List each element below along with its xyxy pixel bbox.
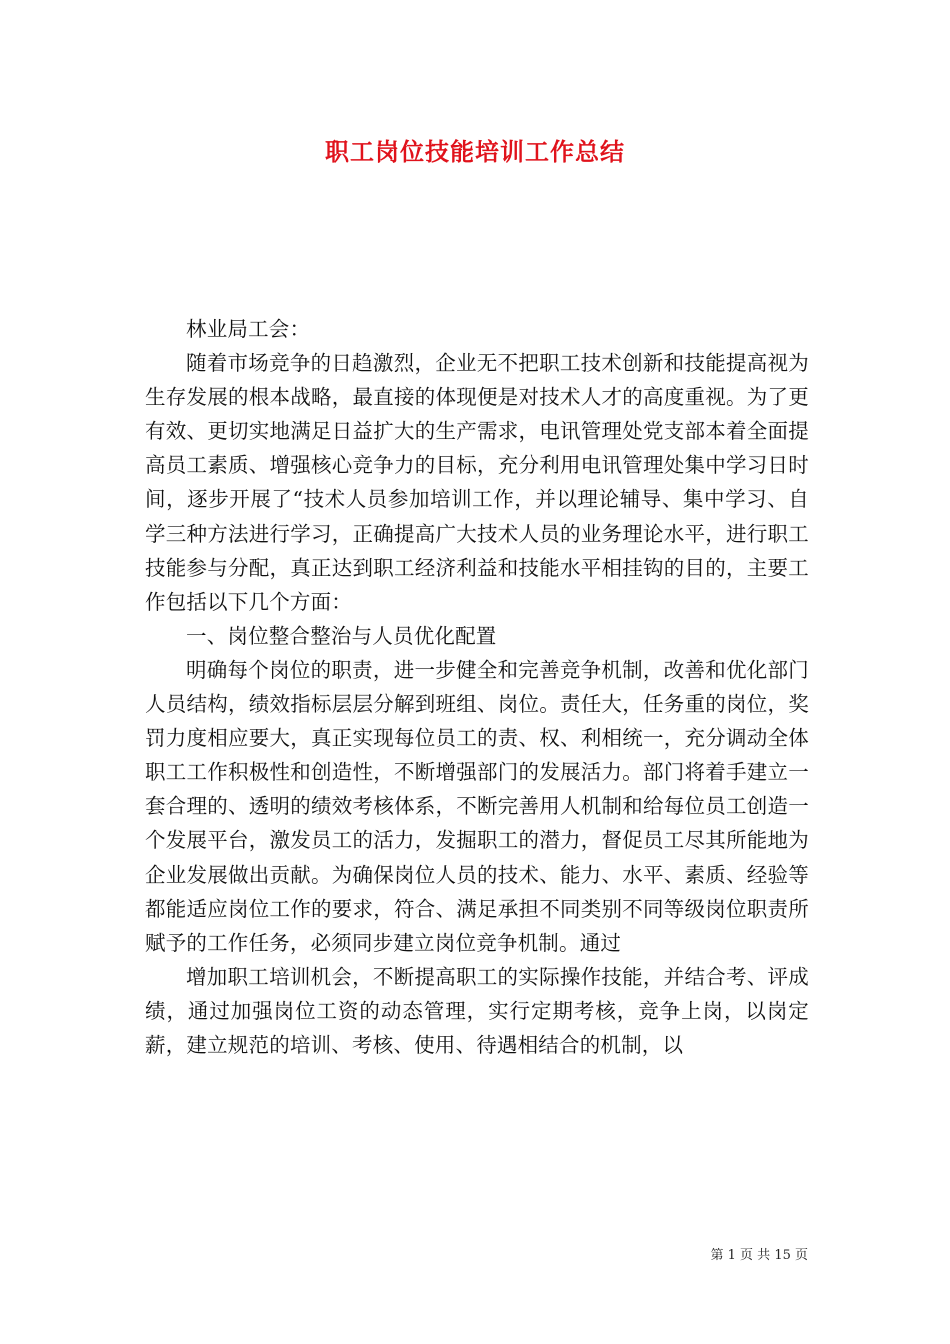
salutation: 林业局工会： — [186, 317, 311, 341]
paragraph-body: 增加职工培训机会，不断提高职工的实际操作技能，并结合考、评成绩，通过加强岗位工资的动态管理，实行定期考核，竞争上岗，以岗定薪，建立规范的培训、考核、使用、待遇相结合的机制，以 — [145, 964, 809, 1057]
paragraph-body: 明确每个岗位的职责，进一步健全和完善竞争机制，改善和优化部门人员结构，绩效指标层层分解到班组、岗位。责任大，任务重的岗位，奖罚力度相应要大，真正实现每位员工的责、权、利相统一，充分调动全体职工工作积极性和创造性，不断增强部门的发展活力。部门将着手建立一套合理的、透明的绩效考核体系，不断完善用人机制和给每位员工创造一个发展平台，激发员工的活力，发掘职工的潜力，督促员工尽其所能地为企业发展做出贡献。为确保岗位人员的技术、能力、水平、素质、经验等都能适应岗位工作的要求，符合、满足承担不同类别不同等级岗位职责所赋予的工作任务，必须同步建立岗位竞争机制。通过 — [145, 657, 809, 955]
page-number: 第 1 页 共 15 页 — [710, 1248, 808, 1263]
paragraph-intro: 随着市场竞争的日趋激烈，企业无不把职工技术创新和技能提高视为生存发展的根本战略，最直接的体现便是对技术人才的高度重视。为了更有效、更切实地满足日益扩大的生产需求，电讯管理处党支部本着全面提高员工素质、增强核心竞争力的目标，充分利用电讯管理处集中学习日时间，逐步开展了“技术人员参加培训工作，并以理论辅导、集中学习、自学三种方法进行学习，正确提高广大技术人员的业务理论水平，进行职工技能参与分配，真正达到职工经济利益和技能水平相挂钩的目的，主要工作包括以下几个方面： — [145, 351, 809, 614]
section-heading: 一、岗位整合整治与人员优化配置 — [186, 623, 497, 648]
document-title: 职工岗位技能培训工作总结 — [325, 137, 625, 166]
document-body — [145, 312, 809, 1062]
